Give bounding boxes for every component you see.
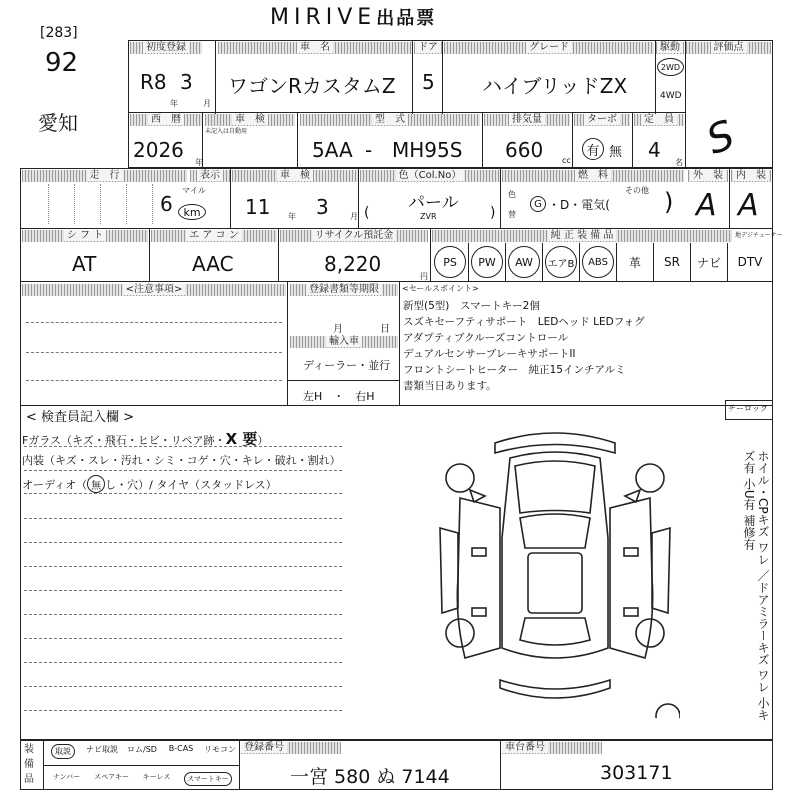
equip-ps: PS (432, 243, 469, 281)
hdr-inspect: 車 検 (205, 114, 295, 126)
hdr-recycle: リサイクル預託金 (280, 230, 428, 242)
plate: 一宮 580 ぬ 7144 (290, 766, 450, 788)
acc-smart-key: スマートキー (179, 772, 237, 786)
inspector-heading: < 検査員記入欄 > (26, 410, 135, 425)
grade: ハイブリッドZX (482, 74, 628, 98)
exterior: A (696, 188, 717, 223)
hdr-cc: 排気量 (484, 114, 570, 126)
shift: AT (72, 252, 97, 276)
color-side2: 替 (508, 210, 516, 219)
car-name: ワゴンRカスタムZ (228, 74, 396, 98)
inspector-line2: 内装（キズ・スレ・汚れ・シミ・コゲ・穴・キレ・破れ・割れ） (22, 454, 341, 467)
spare-wheel (656, 704, 680, 718)
recycle: 8,220 (324, 252, 382, 276)
inspect-year: 11 (245, 195, 271, 219)
hdr-import: 輸入車 (290, 336, 398, 348)
interior: A (738, 188, 759, 223)
hdr-door: ドア (414, 42, 442, 54)
sales-label: <セールスポイント> (402, 284, 479, 293)
hdr-year: 西 暦 (130, 114, 202, 126)
acc-remote: リモコン (204, 745, 236, 754)
color: パール (408, 193, 459, 213)
hdr-equip: 純 正 装 備 品 (432, 230, 732, 242)
hdr-reg: 初度登録 (130, 42, 202, 54)
fuel-text: ・D・電気( (548, 198, 610, 212)
note-mirror: ／ドアミラーキズ ワレ (756, 569, 770, 694)
inspector-line1: Fガラス（キズ・飛石・ヒビ・リペア跡・X 要） (22, 430, 269, 448)
chassis: 303171 (600, 762, 673, 784)
sales-line: フロントシートヒーター 純正15インチアルミ (403, 364, 626, 376)
hdr-name: 車 名 (218, 42, 412, 54)
hdr-mileage: 走 行 (22, 170, 187, 182)
accessories-row2 (44, 772, 240, 786)
model: MH95S (392, 138, 463, 162)
cc: 660 (505, 138, 544, 162)
equip-leather: 革 (617, 243, 654, 281)
hdr-notes: <注意事項> (22, 284, 286, 296)
sales-line: 書類当日あります。 (403, 380, 497, 392)
fuel-close: ) (664, 188, 674, 216)
model-dash: - (365, 138, 373, 162)
reg-year-unit: 年 (170, 99, 178, 108)
reg-era: R8 (140, 70, 167, 94)
hdr-score: 評価点 (686, 42, 771, 54)
sales-line: アダプティブクルーズコントロール (403, 332, 569, 344)
equipment-list (432, 243, 772, 281)
lot-number: 92 (45, 48, 79, 78)
hdr-drive: 駆動 (656, 42, 684, 54)
hdr-model: 型 式 (300, 114, 480, 126)
cc-unit: cc (562, 156, 571, 165)
hdr-mileage-unit: 表示 (190, 170, 230, 182)
recycle-unit: 円 (420, 272, 428, 281)
check-label: チーロック (728, 404, 768, 413)
hdr-ext: 外 装 (688, 170, 728, 182)
hdr-docs: 登録書類等期限 (290, 284, 398, 296)
drive-2wd: 2WD (657, 58, 684, 76)
hdr-cap: 定 員 (634, 114, 684, 126)
year-unit: 年 (195, 158, 203, 167)
equip-aw: AW (506, 243, 543, 281)
inspector-right-notes (690, 450, 770, 730)
equip-navi: ナビ (691, 243, 728, 281)
wheel-front-left (446, 464, 474, 492)
equip-sr: SR (654, 243, 691, 281)
reg-month-unit: 月 (203, 99, 211, 108)
docs-day: 日 (380, 324, 390, 335)
acc-number: ナンバー (52, 773, 81, 781)
hdr-turbo: ターボ (574, 114, 630, 126)
tuner-label: 地デジチューナー (735, 232, 783, 239)
accessories-row1 (44, 744, 240, 759)
equip-vertical-label: 装 備 品 (24, 744, 34, 785)
sales-line: 新型(5型) スマートキー2個 (403, 300, 540, 312)
model-prefix: 5AA (312, 138, 353, 162)
inspect-month: 3 (316, 195, 329, 219)
color-side1: 色 (508, 190, 516, 199)
acc-bcas: B-CAS (168, 744, 194, 753)
hdr-grade: グレード (444, 42, 654, 54)
sales-line: デュアルセンサーブレーキサポートII (403, 348, 576, 360)
color-paren-close: ) (490, 205, 496, 221)
doors: 5 (422, 70, 435, 94)
acc-navi-manual: ナビ取説 (86, 745, 118, 754)
acc-manual: 取説 (44, 744, 82, 759)
car-diagram (430, 418, 680, 718)
note-wheel: ホイル・CPキズ ワレ (756, 450, 770, 566)
equip-abs: ABS (580, 243, 617, 281)
fuel-other: その他 (625, 186, 649, 195)
note-repair: 補修有 (742, 514, 756, 551)
year: 2026 (133, 138, 184, 162)
sales-line: スズキセーフティサポート LEDヘッド LEDフォグ (403, 316, 645, 328)
equip-airbag: エアB (543, 243, 580, 281)
drive-4wd: 4WD (660, 91, 682, 101)
wheel-front-right (636, 464, 664, 492)
sales-points (403, 298, 645, 394)
reg-month: 3 (180, 70, 193, 94)
score: S (700, 112, 741, 164)
title-brand: MIRIVE (270, 5, 377, 30)
hdr-color: 色（Col.No） (360, 170, 500, 182)
hdr-ac: エ ア コ ン (151, 230, 277, 242)
equip-dtv: DTV (737, 255, 763, 269)
mileage: 6 (160, 192, 173, 216)
note-small-dent: 小U有 (742, 477, 756, 511)
inspector-line3: オーディオ（ 無 し・穴）/ タイヤ（スタッドレス） (22, 475, 277, 493)
turbo-yes: 有 (582, 138, 604, 160)
ac: AAC (192, 252, 234, 276)
hdr-period: 車 検 (232, 170, 358, 182)
equip-pw: PW (469, 243, 506, 281)
inspect-month-unit: 月 (350, 212, 358, 221)
note-small-scratch: 小キズ有 (742, 450, 770, 721)
cap-unit: 名 (675, 158, 683, 167)
title-suffix: 出品票 (376, 8, 437, 29)
color-no: ZVR (420, 212, 437, 221)
lot-region: 愛知 (38, 111, 78, 135)
fuel-g: G (530, 196, 546, 212)
unit-mile: マイル (182, 186, 206, 195)
docs-month: 月 (333, 324, 343, 335)
handle: 左H ・ 右H (303, 390, 375, 403)
acc-spare-key: スペアキー (94, 773, 129, 781)
acc-keyless: キーレス (142, 773, 171, 781)
hdr-int: 内 装 (731, 170, 771, 182)
capacity: 4 (648, 138, 661, 162)
dealer: ディーラー・並行 (303, 359, 391, 372)
hdr-plate: 登録番号 (241, 742, 341, 754)
title (270, 4, 436, 30)
color-paren: ( (364, 205, 370, 221)
hdr-chassis: 車台番号 (502, 742, 602, 754)
inspect-year-unit: 年 (288, 212, 296, 221)
unit-km: km (178, 204, 206, 220)
hdr-shift: シ フ ト (22, 230, 148, 242)
inspect-note: 未記入は自動用 (205, 128, 248, 135)
acc-rom: ロム/SD (127, 745, 157, 754)
lot-code: [283] (40, 25, 78, 41)
hdr-fuel: 燃 料 (502, 170, 684, 182)
turbo-no: 無 (609, 145, 623, 160)
